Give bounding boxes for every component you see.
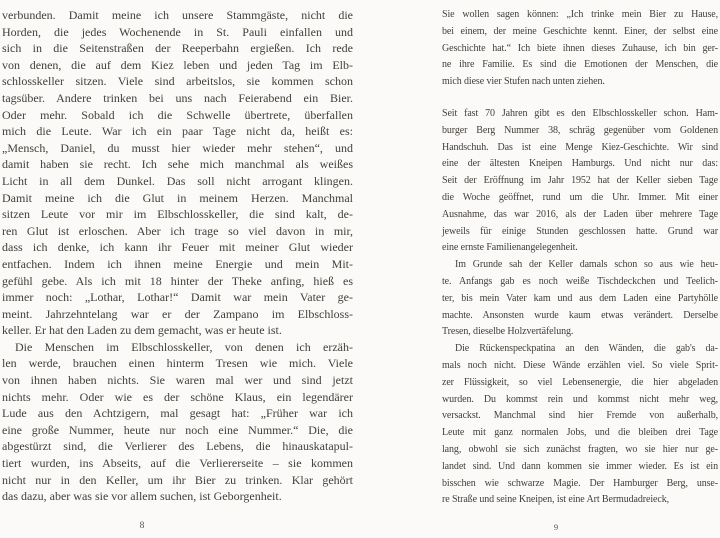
text-line: Seit der Eröffnung im Jahr 1952 hat der Keller sieben Tage [442,175,718,187]
left-page-lines [2,7,353,505]
text-line: entfachen. Indem ich ihnen meine Energie und mein Mit- [2,256,353,271]
text-line: Lude aus den Achtzigern, mal gesagt hat: „Früher war ich [2,406,353,421]
right-page [442,7,718,509]
text-line: Horden, die jedes Wochenende in St. Pauli einfallen und [2,24,353,39]
text-line: lang, obwohl sie sich zunächst fragten, wo sie hier nur ge- [442,443,718,455]
text-line: ter, bis mein Vater kam und aus dem Laden eine Partyhölle [442,292,718,304]
text-line: zer Flüssigkeit, so viel Lebensenergie, die hier abgeladen [442,376,718,388]
text-line: Seit fast 70 Jahren gibt es den Elbschlosskeller schon. Ham- [442,107,718,119]
text-line: Die Menschen im Elbschlosskeller, von denen ich erzäh- [15,339,353,354]
text-line: re Straße und seine Kneipen, ist eine Art Bermudadreieck, [442,494,670,506]
text-line: Handschuh. Das ist eine Menge Kiez-Geschichte. Wir sind [442,141,718,153]
text-line: nicht nur in den Keller, um ihr Bier zu trinken. Klar gehört [2,472,353,487]
text-line: verbunden. Damit meine ich unsere Stammgäste, nicht die [2,8,353,22]
paragraph [442,106,718,257]
text-line: wurden. Du kommst rein und kommst nicht mehr weg, [442,393,718,405]
text-line: ren Glut ist erloschen. Aber ich trage so viel davon in mir, [2,223,353,238]
text-line: machte. Ansonsten wurde kaum etwas verändert. Derselbe [442,309,718,321]
text-line: bisschen wie schwarze Magie. Der Hamburger Berg, unse- [442,477,718,489]
text-line: bei einem, der meine Geschichte kennt. Einer, der selbst eine [442,25,718,37]
text-line: die Woche geöffnet, rund um die Uhr. Immer. Mit einer [442,191,718,203]
text-line: Tresen, dieselbe Holzvertäfelung. [442,326,574,338]
text-line: damit haben sie recht. Ich sehe mich manchmal als weißes [2,157,353,172]
text-line: meint. Jahrzehntelang war er der Zampano im Elbschloss- [2,306,353,321]
paragraph [442,341,718,509]
text-line: versackst. Manchmal sind hier Fremde von außerhalb, [442,410,718,422]
text-line: Leute mit ganz normalen Jobs, und die bleiben drei Tage [442,427,718,439]
text-line: burger Berg Nummer 38, schräg gegenüber vom Goldenen [442,124,718,136]
text-line: von ihnen haben nichts. Sie waren mal wer und sind jetzt [2,373,353,388]
text-line: eine der ältesten Kneipen Hamburgs. Und nicht nur das: [442,158,718,170]
text-line: nichts mehr. Oder wie es der schöne Klaus, ein legendärer [2,389,353,404]
text-line: abgestürzt sind, die Verlierer des Lebens, die hinauskatapul- [2,439,353,454]
text-line: Ausnahme, das war 2016, als der Laden über mehrere Tage [442,208,718,220]
text-line: len werde, brauchen einen hinterm Tresen wie mich. Viele [2,356,353,371]
text-line: keller. Er hat den Laden zu dem gemacht, was er heute ist. [2,323,282,338]
text-line: mich die Leute. War ich ein paar Tage nicht da, heißt es: [2,124,353,139]
text-line: eine große Nummer, heute nur noch eine Nummer.“ Die, die [2,422,353,437]
text-line: von denen, die auf dem Kiez leben und jeden Tag im Elb- [2,57,353,72]
text-line: sitzen Leute vor mir im Elbschlosskeller, die sind kalt, de- [2,207,353,222]
text-line: tiert wurden, ins Abseits, auf die Verliererseite – sie kommen [2,456,353,471]
text-line: Licht in all dem Dunkel. Das soll nicht arrogant klingen. [2,173,353,188]
text-line: mich diese vier Stufen nach unten ziehen. [442,76,605,88]
text-line: jeweils für einige Stunden geschlossen hatte. Grund war [442,225,718,237]
text-line: ne ihre Familie. Es sind die Emotionen der Menschen, die [442,59,718,71]
text-line: Geschichte hat.“ Ich biete ihnen dieses Zuhause, ich bin ger- [442,42,718,54]
text-line: Die Rückenspeckpatina an den Wänden, die gab's da- [455,343,718,355]
paragraph [2,339,353,505]
text-line: te. Anfangs gab es noch weiße Tischdeckchen und Teelich- [442,275,718,287]
text-line: eine ernste Familienangelegenheit. [442,242,578,254]
text-line: Sie wollen sagen können: „Ich trinke mein Bier zu Hause, [442,9,718,20]
text-line: Damit meine ich die Glut in meinem Herzen. Manchmal [2,190,353,205]
text-line: „Mensch, Daniel, du musst hier wieder mehr stehen“, und [2,140,353,155]
page-number-left: 8 [139,521,145,531]
text-line: Oder mehr. Sobald ich die Schwelle übertrete, überfallen [2,107,353,122]
paragraph [442,7,718,91]
page-number-right: 9 [553,522,559,532]
paragraph [442,257,718,341]
text-line: tagsüber. Andere trinken bei uns nach Feierabend ein Bier. [2,90,353,105]
text-line: Im Grunde sah der Keller damals schon so aus wie heu- [455,259,718,271]
paragraph [2,7,353,339]
text-line: gefühl gebe. Als ich mit 18 hinter der Theke anfing, hieß es [2,273,353,288]
right-page-lines [442,7,718,509]
left-page [2,7,353,505]
text-line: das dazu, aber was sie vor allem suchen, ist Geborgenheit. [2,489,282,504]
text-line: immer noch: „Lothar, Lothar!“ Damit war mein Vater ge- [2,290,353,305]
text-line: schlosskeller sitzen. Viele sind arbeitslos, sie kommen schon [2,74,353,89]
text-line: sich in die Seitenstraßen der Reeperbahn ergießen. Ich rede [2,41,353,56]
text-line: mals noch nicht. Diese Wände erzählen viel. So viele Sprit- [442,359,718,371]
text-line: landet sind. Und dann kommen sie immer wieder. Es ist ein [442,460,718,472]
text-line: dass ich denke, ich kann ihr Feuer mit meiner Glut wieder [2,240,353,255]
